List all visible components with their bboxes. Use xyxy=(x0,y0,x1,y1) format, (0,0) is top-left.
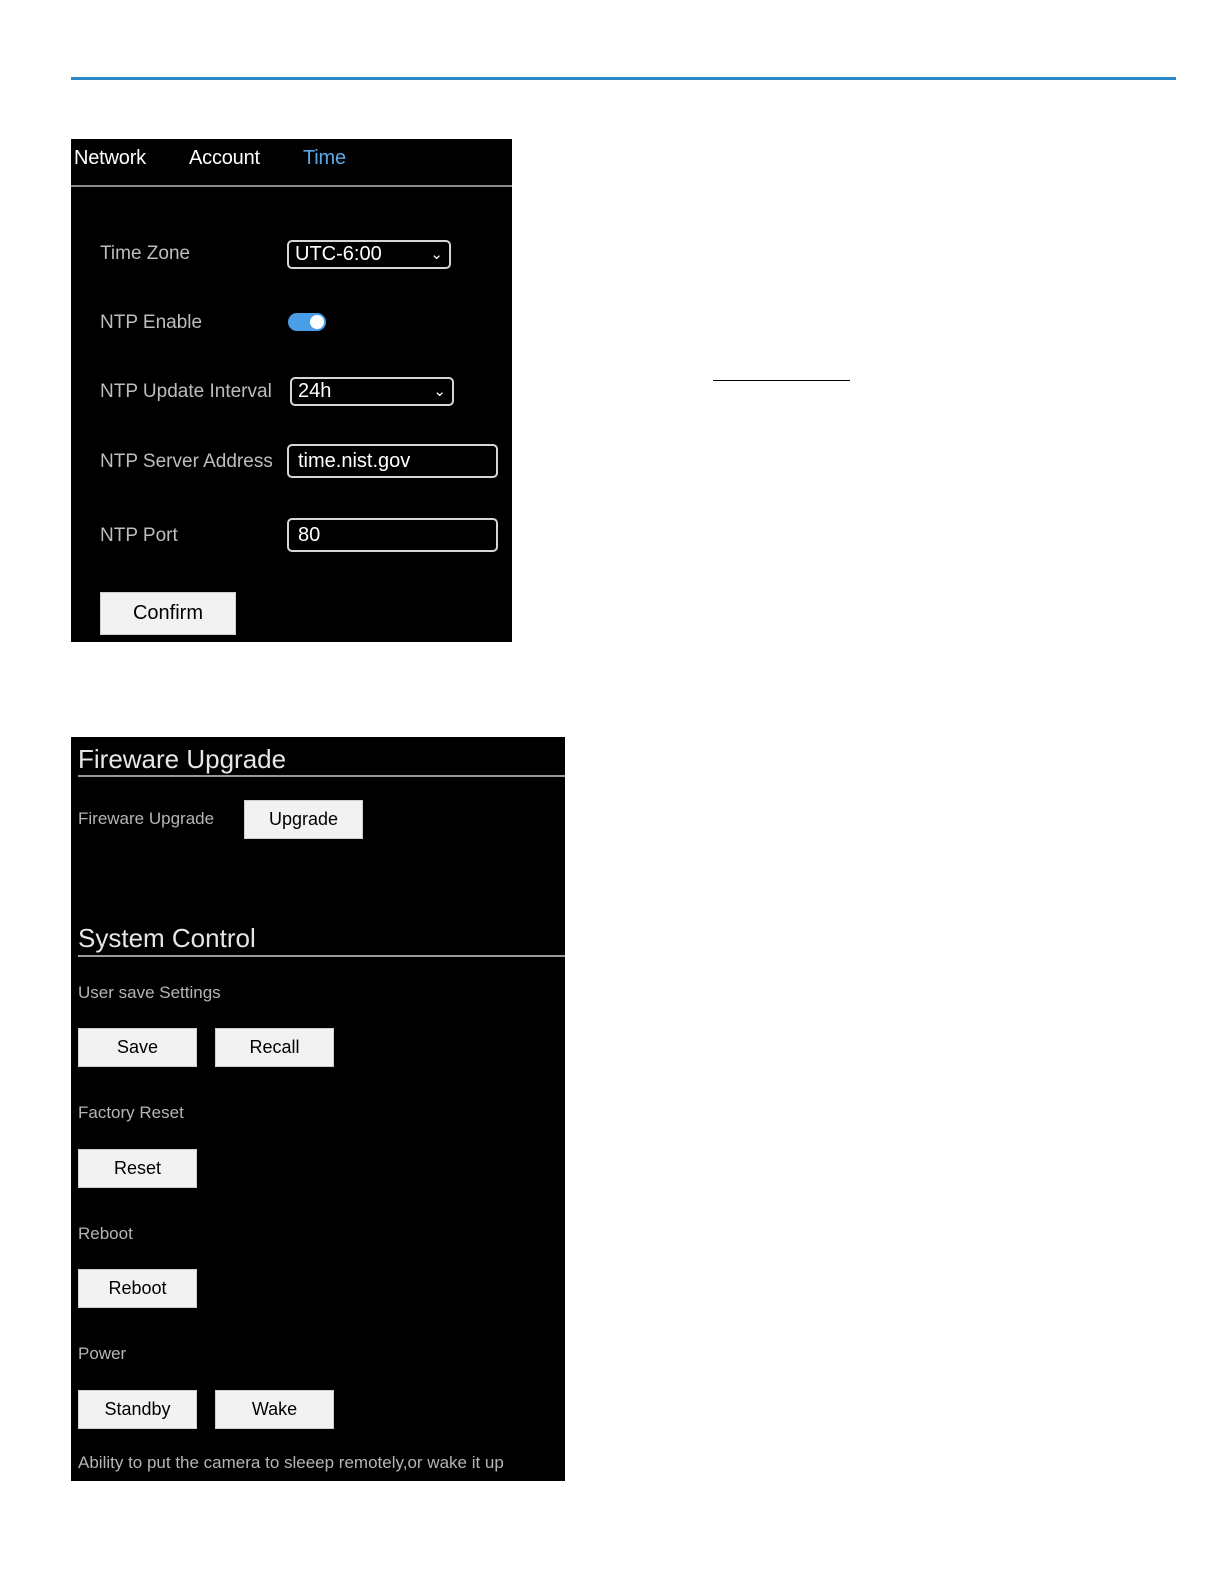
time-zone-value: UTC-6:00 xyxy=(295,243,382,265)
ntp-update-interval-label: NTP Update Interval xyxy=(100,381,272,402)
power-note: Ability to put the camera to sleeep remotely,or wake it up xyxy=(78,1453,504,1472)
ntp-enable-label: NTP Enable xyxy=(100,312,203,333)
recall-button[interactable]: Recall xyxy=(215,1028,334,1067)
ntp-port-field[interactable]: 80 xyxy=(287,518,498,552)
tab-network[interactable]: Network xyxy=(74,147,146,169)
time-zone-label: Time Zone xyxy=(100,243,191,264)
factory-reset-label: Factory Reset xyxy=(78,1103,184,1122)
reset-button[interactable]: Reset xyxy=(78,1149,197,1188)
confirm-button[interactable]: Confirm xyxy=(100,592,236,635)
system-panel xyxy=(71,737,565,1481)
firmware-upgrade-title: Fireware Upgrade xyxy=(78,744,287,774)
time-settings-panel xyxy=(71,139,512,642)
tab-account[interactable]: Account xyxy=(189,147,260,169)
system-control-title: System Control xyxy=(78,923,256,953)
header-rule xyxy=(71,77,1176,80)
toggle-knob xyxy=(310,315,324,329)
section-divider xyxy=(78,775,565,777)
power-label: Power xyxy=(78,1344,127,1363)
ntp-enable-toggle[interactable] xyxy=(288,313,326,331)
user-save-settings-label: User save Settings xyxy=(78,983,221,1002)
tab-time[interactable]: Time xyxy=(303,147,346,169)
ntp-server-address-label: NTP Server Address xyxy=(100,451,273,472)
chevron-down-icon: ⌄ xyxy=(433,383,446,400)
section-divider xyxy=(78,955,565,957)
underline-mark xyxy=(713,380,850,381)
standby-button[interactable]: Standby xyxy=(78,1390,197,1429)
chevron-down-icon: ⌄ xyxy=(430,246,443,263)
reboot-button[interactable]: Reboot xyxy=(78,1269,197,1308)
time-zone-select[interactable] xyxy=(287,240,451,269)
firmware-upgrade-label: Fireware Upgrade xyxy=(78,809,215,828)
save-button[interactable]: Save xyxy=(78,1028,197,1067)
ntp-server-address-field[interactable]: time.nist.gov xyxy=(287,444,498,478)
wake-button[interactable]: Wake xyxy=(215,1390,334,1429)
tab-bar xyxy=(71,139,512,187)
ntp-port-label: NTP Port xyxy=(100,525,178,546)
ntp-update-interval-value: 24h xyxy=(298,380,332,402)
ntp-update-interval-select[interactable] xyxy=(290,377,454,406)
reboot-label: Reboot xyxy=(78,1224,133,1243)
upgrade-button[interactable]: Upgrade xyxy=(244,800,363,839)
